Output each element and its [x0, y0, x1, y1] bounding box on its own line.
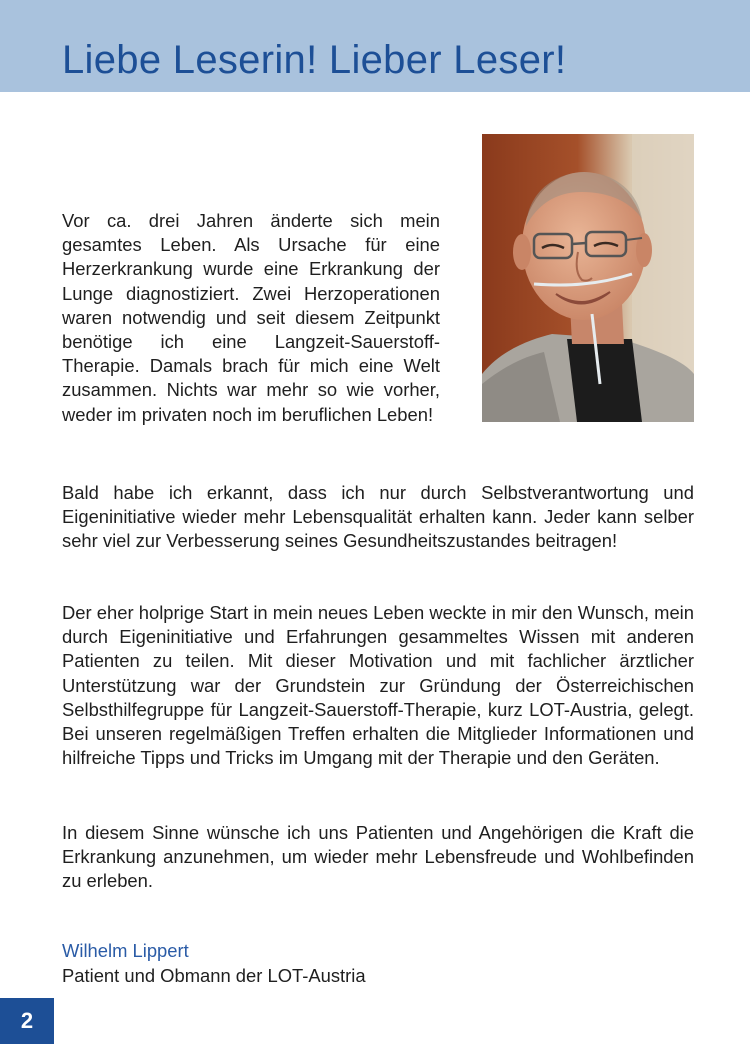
portrait-illustration: [482, 134, 694, 422]
page-number: 2: [20, 1008, 34, 1033]
portrait-photo: [482, 134, 694, 422]
intro-paragraph: Vor ca. drei Jahren änderte sich mein gesamtes Leben. Als Ursache für eine Herzerkrankung wurde eine Erkrankung der Lunge diagnostiziert. Zwei Herzoperationen waren notwendig und seit diesem Zeitpunkt benötige ich eine Langzeit-Sauerstoff-Therapie. Damals brach für mich eine Welt zusammen. Nichts war mehr so wie vorher, weder im privaten noch im beruflichen Leben!: [62, 210, 440, 425]
page-title: Liebe Leserin! Lieber Leser!: [62, 38, 567, 82]
signature-role: Patient und Obmann der LOT-Austria: [62, 965, 366, 986]
body-paragraph: Der eher holprige Start in mein neues Leben weckte in mir den Wunsch, mein durch Eigeninitiative und Erfahrungen gesammeltes Wissen mit anderen Patienten zu teilen. Mit dieser Motivation und mit fachlicher ärztlicher Unterstützung war der Grundstein zur Gründung der Österreichischen Selbsthilfegruppe für Langzeit-Sauerstoff-Therapie, kurz LOT-Austria, gelegt. Bei unseren regelmäßigen Treffen erhalten die Mitglieder Informationen und hilfreiche Tipps und Tricks im Umgang mit der Therapie und den Geräten.: [62, 602, 694, 769]
body-paragraph: In diesem Sinne wünsche ich uns Patienten und Angehörigen die Kraft die Erkrankung anzunehmen, um wieder mehr Lebensfreude und Wohlbefinden zu erleben.: [62, 822, 694, 892]
signature-name: Wilhelm Lippert: [62, 940, 189, 961]
body-paragraph: Bald habe ich erkannt, dass ich nur durch Selbstverantwortung und Eigeninitiative wieder mehr Lebensqualität erhalten kann. Jeder kann selber sehr viel zur Verbesserung seines Gesundheitszustandes beitragen!: [62, 482, 694, 552]
page-number-badge: [0, 998, 54, 1044]
